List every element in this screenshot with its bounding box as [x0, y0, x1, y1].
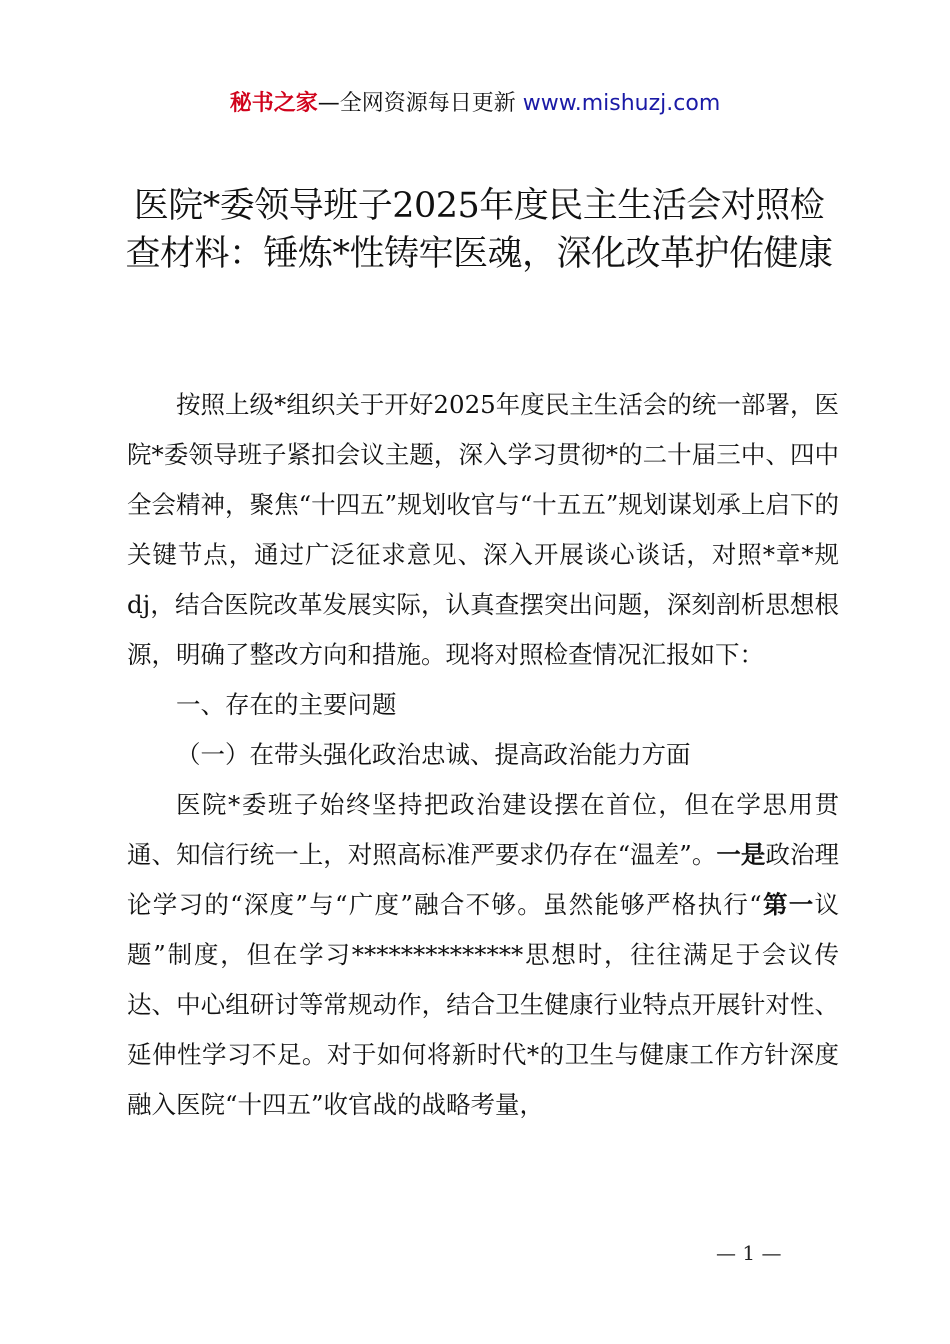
problem-text-part1: 医院*委班子始终坚持把政治建设摆在首位，但在学思用贯通、知信行统一上，对照高标准严要求仍存在“温差”。 [127, 790, 839, 869]
problem-point-marker: 一是 [716, 840, 766, 869]
problem-paragraph [127, 780, 839, 1130]
problem-text-part2: 政治理论学习的“深度”与“广度”融合不够。虽然能够严格执行“ [127, 840, 840, 919]
banner-url-link[interactable]: www.mishuzj.com [522, 91, 721, 116]
problem-text-part3: 议题”制度，但在学习**************思想时，往往满足于会议传达、中心组研讨等常规动作，结合卫生健康行业特点开展针对性、延伸性学习不足。对于如何将新时代*的卫生与健康工作方针深度融入医院“十四五”收官战的战略考量， [127, 890, 840, 1119]
section-heading: 一、存在的主要问题 [176, 690, 397, 719]
banner-tagline: 全网资源每日更新 [339, 91, 523, 116]
page-number: — 1 — [716, 1241, 782, 1265]
subsection-heading: （一）在带头强化政治忠诚、提高政治能力方面 [176, 740, 691, 769]
intro-paragraph: 按照上级*组织关于开好2025年度民主生活会的统一部署，医院*委领导班子紧扣会议主题，深入学习贯彻*的二十届三中、四中全会精神，聚焦“十四五”规划收官与“十五五”规划谋划承上启下的关键节点，通过广泛征求意见、深入开展谈心谈话，对照*章*规dj，结合医院改革发展实际，认真查摆突出问题，深刻剖析思想根源，明确了整改方向和措施。现将对照检查情况汇报如下： [127, 390, 839, 669]
banner-brand: 秘书之家 [229, 91, 318, 116]
document-title: 医院*委领导班子2025年度民主生活会对照检查材料：锤炼*性铸牢医魂，深化改革护佑健康 [125, 186, 833, 274]
site-banner [0, 88, 950, 120]
first-topic-bold: 第一 [761, 890, 815, 919]
document-body [127, 380, 839, 1130]
banner-separator: — [317, 91, 340, 116]
